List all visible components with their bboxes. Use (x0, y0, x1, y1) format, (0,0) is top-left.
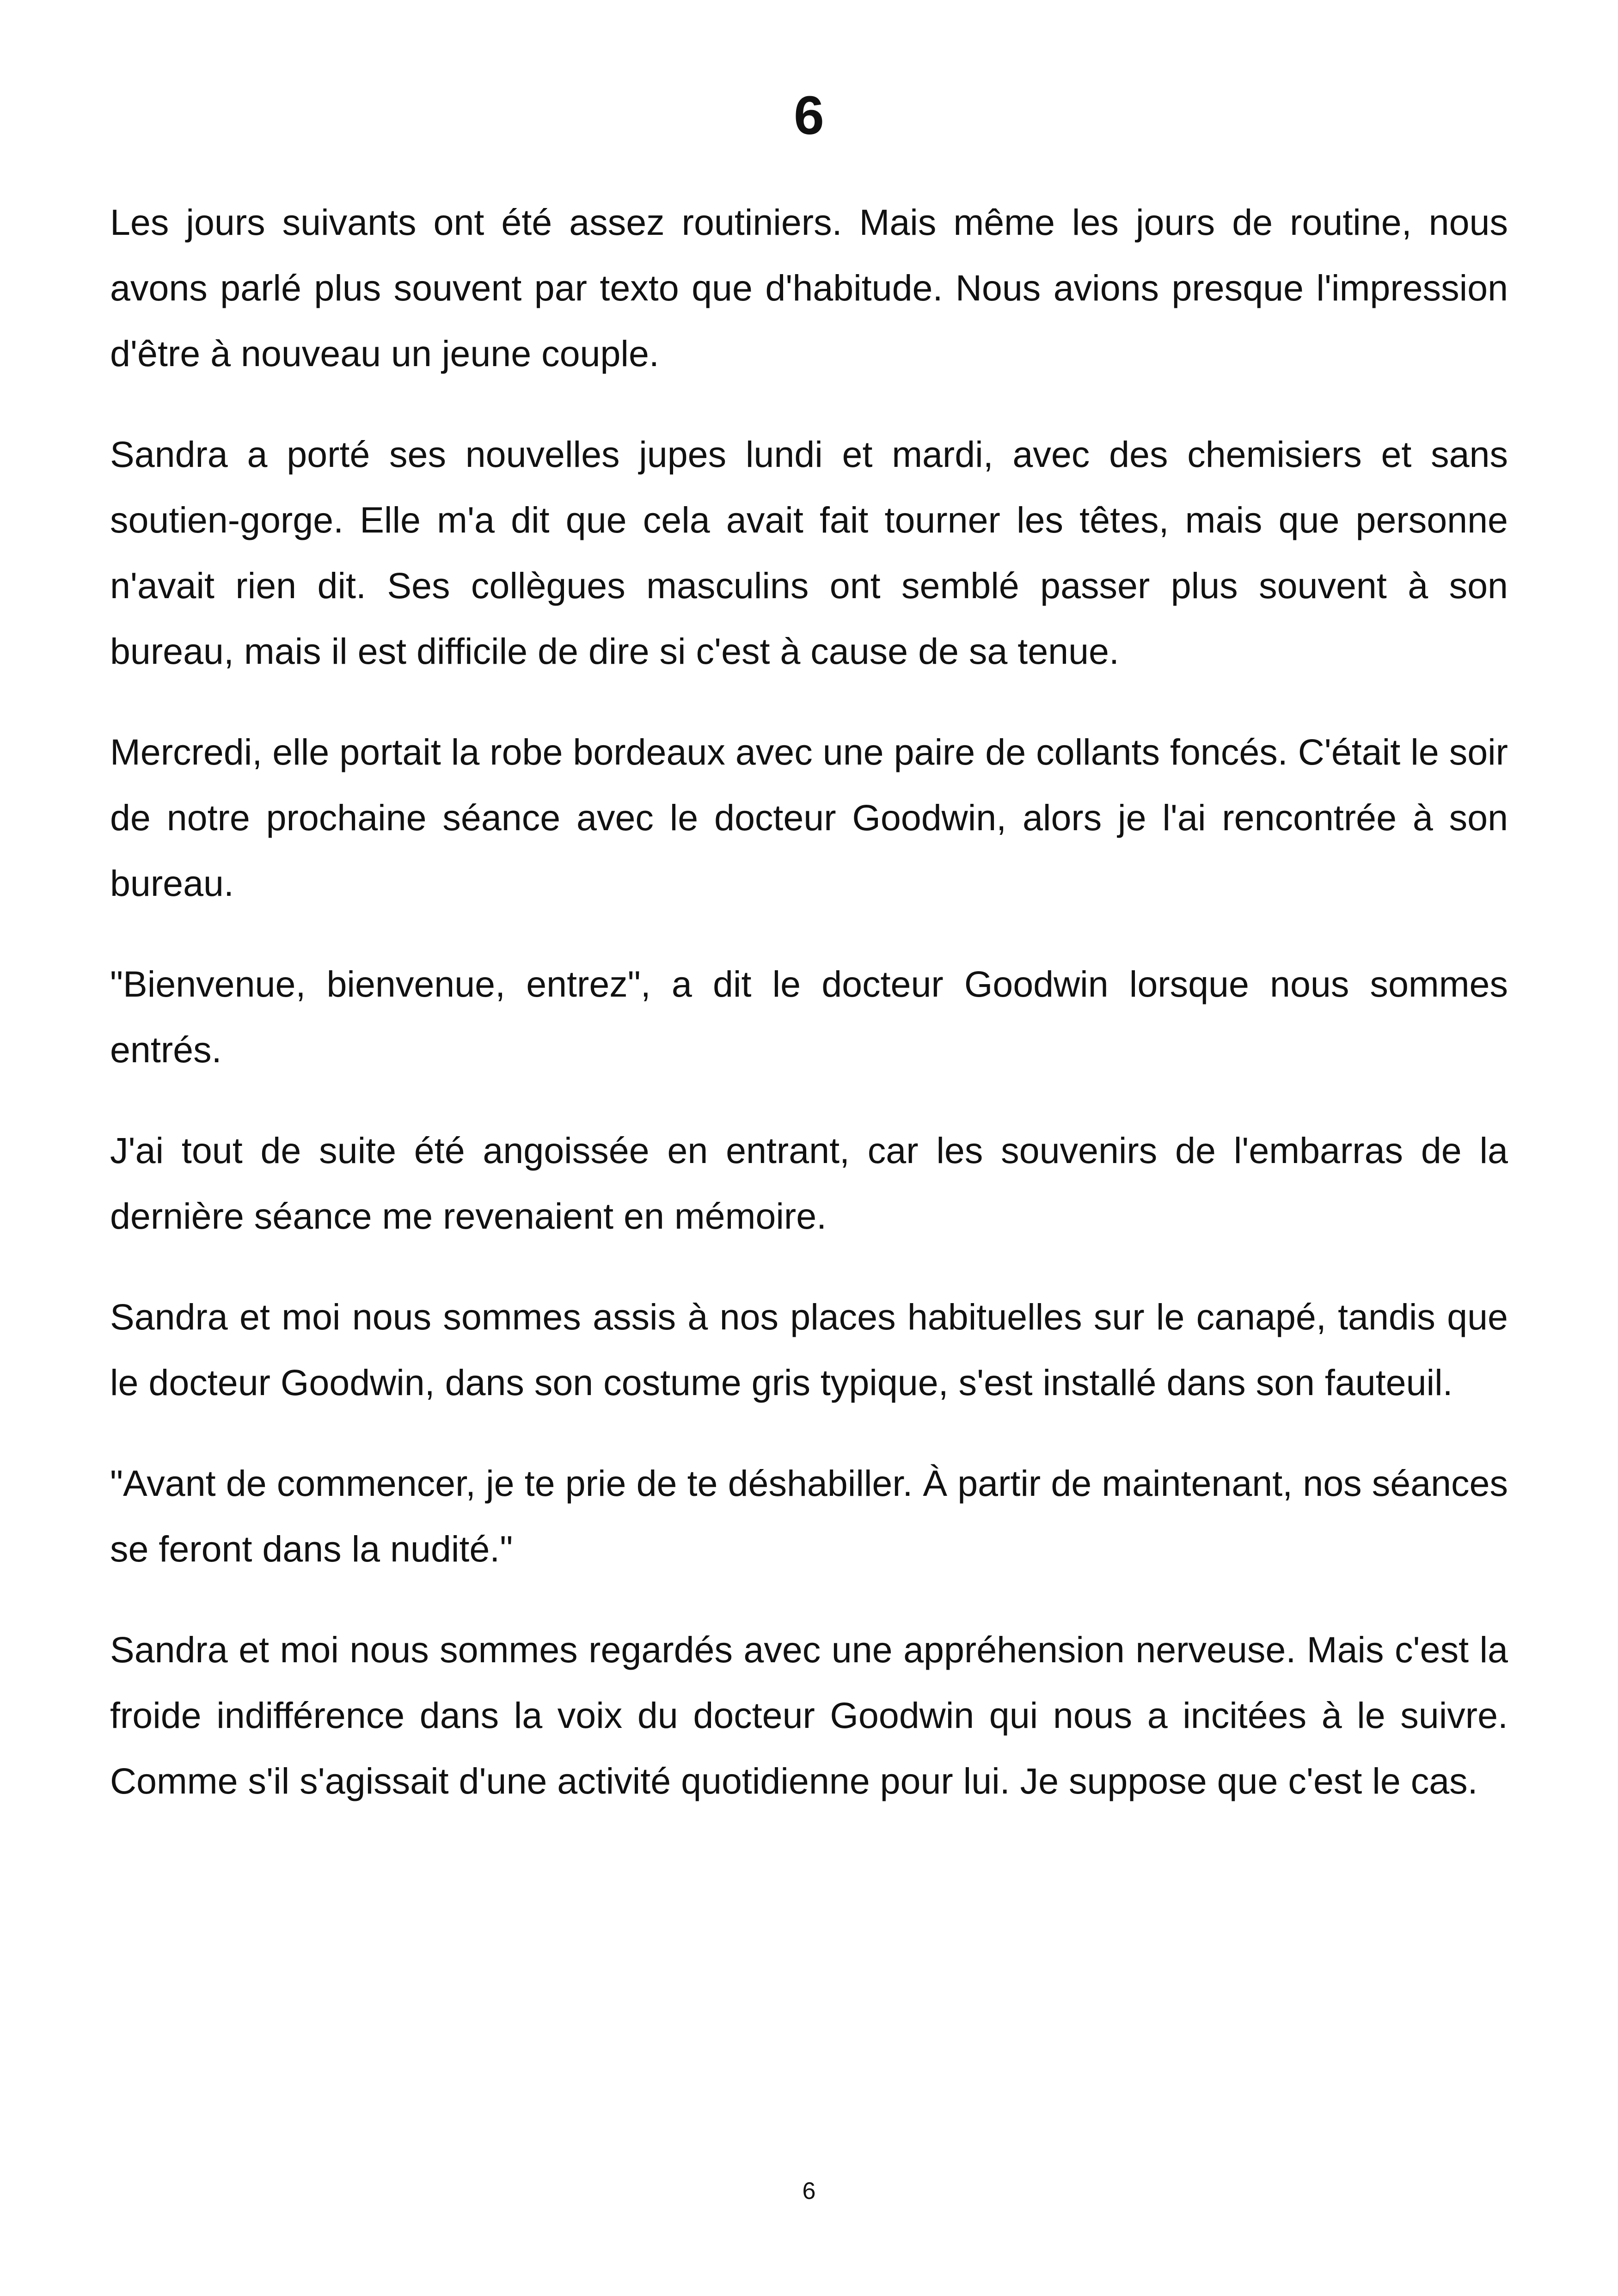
paragraph: "Bienvenue, bienvenue, entrez", a dit le docteur Goodwin lorsque nous sommes entrés. (110, 963, 1508, 1070)
chapter-title: 6 (794, 85, 824, 146)
paragraph: Sandra et moi nous sommes regardés avec une appréhension nerveuse. Mais c'est la froide indifférence dans la voix du docteur Goodwin qui nous a incitées à le suivre. Comme s'il s'agissait d'une activité quotidienne pour lui. Je suppose que c'est le cas. (110, 1629, 1508, 1801)
paragraph: "Avant de commencer, je te prie de te déshabiller. À partir de maintenant, nos séances se feront dans la nudité." (110, 1463, 1508, 1569)
page-number: 6 (802, 2178, 816, 2204)
paragraph: Mercredi, elle portait la robe bordeaux avec une paire de collants foncés. C'était le soir de notre prochaine séance avec le docteur Goodwin, alors je l'ai rencontrée à son bureau. (110, 731, 1508, 904)
paragraph: Sandra et moi nous sommes assis à nos places habituelles sur le canapé, tandis que le docteur Goodwin, dans son costume gris typique, s'est installé dans son fauteuil. (110, 1296, 1508, 1403)
paragraph: Les jours suivants ont été assez routiniers. Mais même les jours de routine, nous avons parlé plus souvent par texto que d'habitude. Nous avions presque l'impression d'être à nouveau un jeune couple. (110, 202, 1508, 374)
paragraph: Sandra a porté ses nouvelles jupes lundi et mardi, avec des chemisiers et sans soutien-gorge. Elle m'a dit que cela avait fait tourner les têtes, mais que personne n'avait rien dit. Ses collègues masculins ont semblé passer plus souvent à son bureau, mais il est difficile de dire si c'est à cause de sa tenue. (110, 434, 1508, 672)
paragraph: J'ai tout de suite été angoissée en entrant, car les souvenirs de l'embarras de la dernière séance me revenaient en mémoire. (110, 1130, 1508, 1237)
body-text (110, 190, 1508, 1849)
